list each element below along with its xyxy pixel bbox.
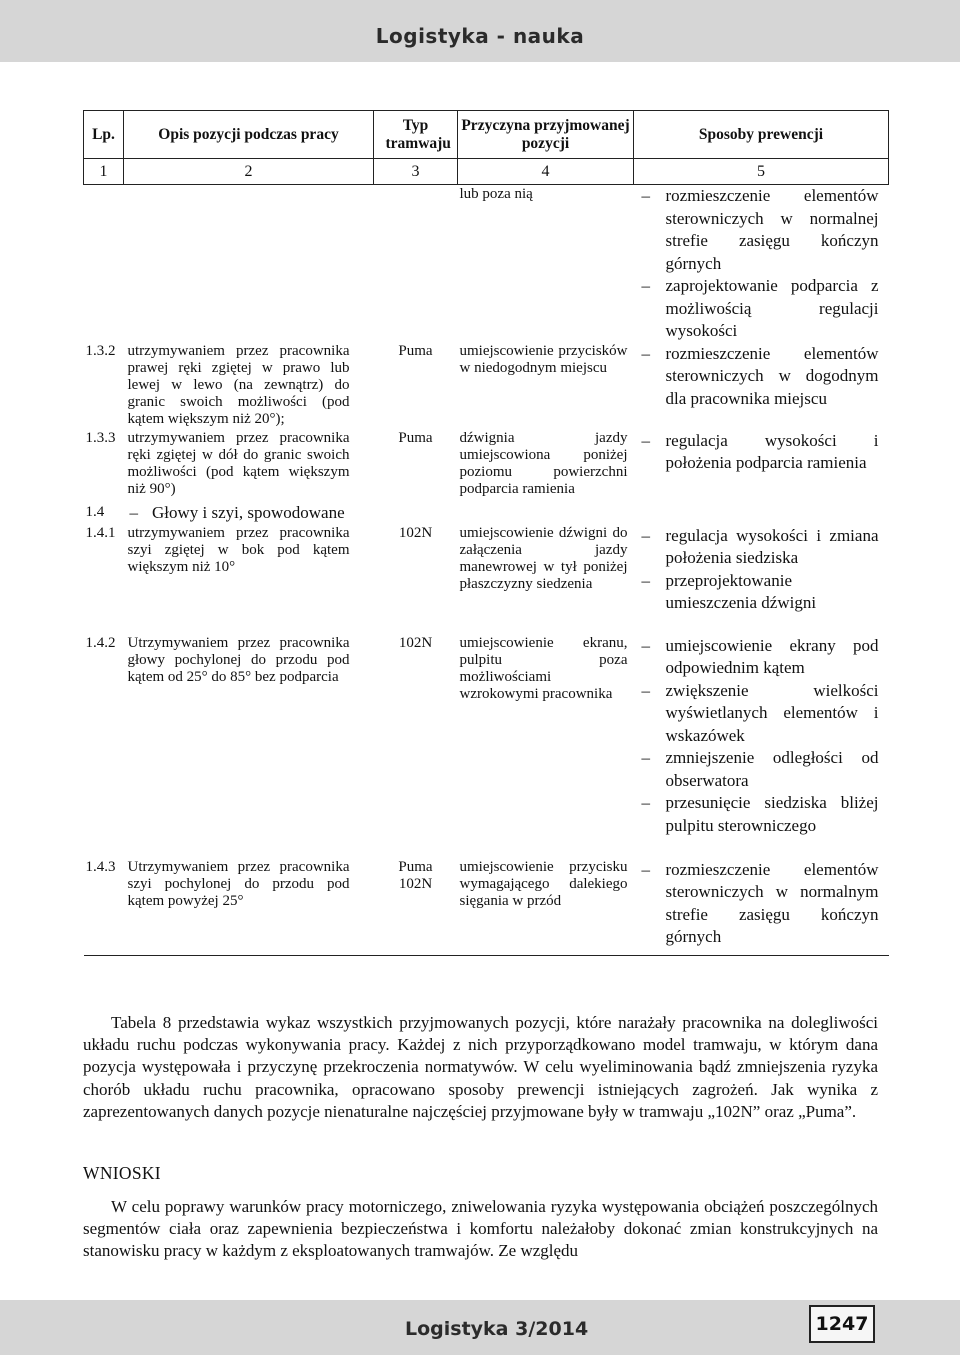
prevention-item: – regulacja wysokości i położenia podparcia ramienia	[634, 430, 889, 475]
column-number-row	[84, 159, 889, 185]
prevention-table	[83, 110, 889, 956]
row-lp: 1.3.3	[85, 429, 116, 446]
row-prevention	[634, 428, 889, 498]
row-cause: umiejscowienie ekranu, pulpitu poza możliwościami wzrokowymi pracownika	[459, 634, 628, 702]
section-row	[84, 498, 889, 521]
row-cause: umiejscowienie dźwigni do załączenia jazdy manewrowej w tył poniżej płaszczyzny siedzenia	[459, 524, 628, 592]
row-prevention	[634, 343, 889, 428]
row-description: utrzymywaniem przez pracownika prawej ręki zgiętej w prawo lub lewej w lewo (na zewnątrz) do granic swoich możliwości (pod kątem większym niż 20°);	[127, 342, 350, 427]
body-paragraph: Tabela 8 przedstawia wykaz wszystkich przyjmowanych pozycji, które narażały pracownika na dolegliwości układu ruchu podczas wykonywania pracy. Każdej z nich przyporządkowano model tramwaju, w którym dana pozycja występowała i przyczynę przekroczenia normatywów. W celu wyeliminowania bądź zmniejszenia ryzyka chorób układu ruchu pracownika, opracowano sposoby prewencji istniejących zagrożeń. Jak wynika z zaprezentowanych danych pozycje nienaturalne najczęściej przyjmowane były w tramwaju „102N” oraz „Puma”.	[83, 1013, 878, 1121]
row-tram-type: Puma	[398, 342, 433, 359]
col-number: 1	[84, 159, 124, 185]
header-cause: Przyczyna przyjmowanej pozycji	[458, 111, 634, 159]
table-row	[84, 632, 889, 856]
section-title: – Głowy i szyi, spowodowane	[124, 498, 889, 521]
row-tram-type: 102N	[398, 634, 433, 651]
row-prevention	[634, 521, 889, 632]
col-number: 5	[634, 159, 889, 185]
section-lp: 1.4	[85, 503, 105, 520]
prevention-item: – umiejscowienie ekrany pod odpowiednim kątem	[634, 635, 889, 680]
prevention-item: – zaprojektowanie podparcia z możliwością regulacji wysokości	[634, 275, 889, 343]
col-number: 2	[124, 159, 374, 185]
prevention-item: – rozmieszczenie elementów sterowniczych w dogodnym dla pracownika miejscu	[634, 343, 889, 411]
table-row	[84, 343, 889, 428]
prevention-item: – przesunięcie siedziska bliżej pulpitu sterowniczego	[634, 792, 889, 837]
row-prevention	[634, 856, 889, 956]
header-prevention: Sposoby prewencji	[634, 111, 889, 159]
prevention-item: – rozmieszczenie elementów sterowniczych w normalnym strefie zasięgu kończyn górnych	[634, 859, 889, 949]
col-number: 4	[458, 159, 634, 185]
body-paragraph: W celu poprawy warunków pracy motorniczego, zniwelowania ryzyka występowania obciążeń poszczególnych segmentów ciała oraz zapewnienia bezpieczeństwa i komfortu należałoby dokonać zmian konstrukcyjnych na stanowisku pracy w każdym z eksploatowanych tramwajów. Ze względu	[83, 1197, 878, 1261]
col-number: 3	[374, 159, 458, 185]
table-header-row	[84, 111, 889, 159]
row-lp: 1.4.2	[85, 634, 116, 651]
row-lp: 1.3.2	[85, 342, 116, 359]
table-row	[84, 521, 889, 632]
table-row	[84, 428, 889, 498]
row-cause: umiejscowienie przycisków w niedogodnym miejscu	[459, 342, 628, 376]
row-description: utrzymywaniem przez pracownika ręki zgiętej w dół do granic swoich możliwości (pod kątem większym niż 90°)	[127, 429, 350, 497]
header-tram-type: Typ tramwaju	[374, 111, 458, 159]
table-row	[84, 856, 889, 956]
prevention-cell	[634, 185, 889, 343]
cause-cell: lub poza nią	[459, 186, 533, 202]
row-cause: dźwignia jazdy umiejscowiona poniżej poziomu powierzchni podparcia ramienia	[459, 429, 628, 497]
row-lp: 1.4.3	[84, 856, 124, 956]
row-prevention	[634, 632, 889, 856]
row-tram-type: Puma 102N	[374, 856, 458, 956]
row-tram-type: 102N	[398, 524, 433, 541]
page-number: 1247	[809, 1305, 875, 1343]
row-lp: 1.4.1	[85, 524, 116, 541]
row-description: utrzymywaniem przez pracownika szyi zgiętej w bok pod kątem większym niż 10°	[127, 524, 350, 575]
row-description: Utrzymywaniem przez pracownika szyi pochylonej do przodu pod kątem powyżej 25°	[124, 856, 374, 956]
prevention-item: – regulacja wysokości i zmiana położenia siedziska	[634, 525, 889, 570]
prevention-item: – zmniejszenie odległości od obserwatora	[634, 747, 889, 792]
prevention-item: – przeprojektowanie umieszczenia dźwigni	[634, 570, 889, 615]
section-heading: WNIOSKI	[83, 1163, 161, 1183]
row-cause: umiejscowienie przycisku wymagającego dalekiego sięgania w przód	[458, 856, 634, 956]
prevention-item: – zwiększenie wielkości wyświetlanych elementów i wskazówek	[634, 680, 889, 748]
row-tram-type: Puma	[398, 429, 433, 446]
journal-section-title: Logistyka - nauka	[375, 24, 585, 48]
table-row-continuation	[84, 185, 889, 343]
header-lp: Lp.	[84, 111, 124, 159]
journal-issue: Logistyka 3/2014	[405, 1318, 589, 1340]
row-description: Utrzymywaniem przez pracownika głowy pochylonej do przodu pod kątem od 25° do 85° bez podparcia	[127, 634, 350, 685]
prevention-item: – rozmieszczenie elementów sterowniczych w normalnej strefie zasięgu kończyn górnych	[634, 185, 889, 275]
header-description: Opis pozycji podczas pracy	[124, 111, 374, 159]
